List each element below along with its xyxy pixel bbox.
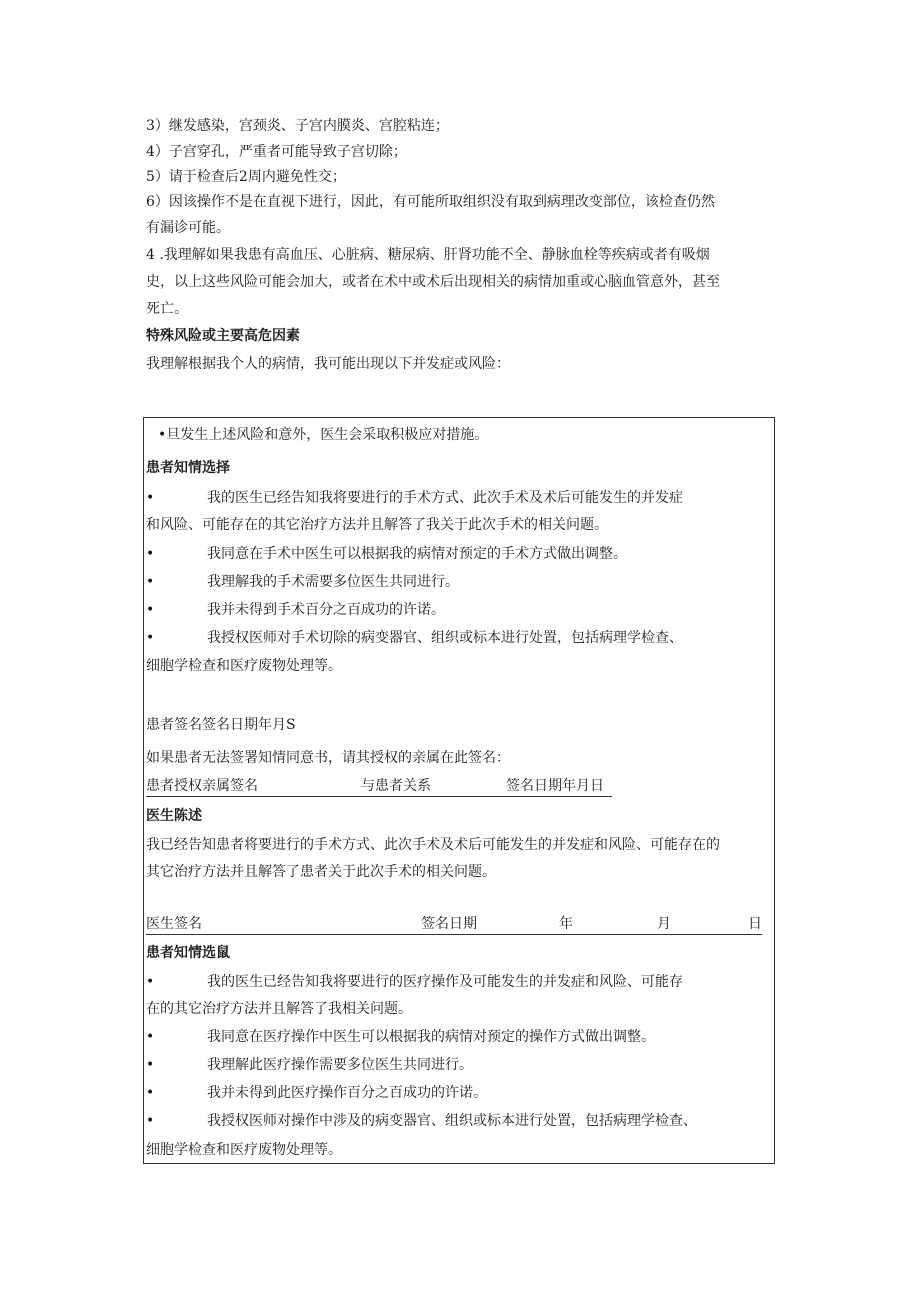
patient-choice-heading: 患者知情选择 xyxy=(146,460,230,476)
risk-item-3: 3）继发感染，宫颈炎、子宫内膜炎、宫腔粘连； xyxy=(146,118,449,134)
bullet-icon: • xyxy=(146,546,155,562)
risk-item-6-line2: 有漏诊可能。 xyxy=(146,220,230,236)
special-risk-text: 我理解根据我个人的病情，我可能出现以下并发症或风险： xyxy=(146,356,510,372)
proxy-signature-label: 患者授权亲属签名 xyxy=(146,778,258,794)
doctor-date-label: 签名日期 xyxy=(421,916,477,932)
paragraph-4-line1: 4 .我理解如果我患有高血压、心脏病、糖尿病、肝肾功能不全、静脉血栓等疾病或者有吸烟 xyxy=(146,247,710,263)
special-risk-heading: 特殊风险或主要高危因素 xyxy=(146,328,300,344)
paragraph-4-line3: 死亡。 xyxy=(146,301,188,317)
choice1-item5-line1: 我授权医师对手术切除的病变器官、组织或标本进行处置，包括病理学检查、 xyxy=(207,630,683,646)
choice2-item1-line2: 在的其它治疗方法并且解答了我相关问题。 xyxy=(146,1001,412,1017)
choice1-item4: 我并未得到手术百分之百成功的许诺。 xyxy=(207,602,445,618)
doctor-date-year: 年 xyxy=(559,916,573,932)
bullet-icon: • xyxy=(146,574,155,590)
choice2-item4: 我并未得到此医疗操作百分之百成功的许诺。 xyxy=(207,1085,487,1101)
choice2-item1-line1: 我的医生已经告知我将要进行的医疗操作及可能发生的并发症和风险、可能存 xyxy=(207,974,683,990)
bullet-icon: • xyxy=(146,1057,155,1073)
risk-item-4: 4）子宫穿孔，严重者可能导致子宫切除； xyxy=(146,144,407,160)
patient-signature-line: 患者签名签名日期年月S xyxy=(146,717,296,733)
patient-choice-2-heading: 患者知情选鼠 xyxy=(146,945,230,961)
risk-item-5: 5）请于检查后2周内避免性交； xyxy=(146,169,346,185)
bullet-icon: • xyxy=(146,1085,155,1101)
choice2-item5-line2: 细胞学检查和医疗废物处理等。 xyxy=(146,1142,342,1158)
doctor-date-day: 日 xyxy=(748,916,762,932)
choice1-item1-line2: 和风险、可能存在的其它治疗方法并且解答了我关于此次手术的相关问题。 xyxy=(146,517,608,533)
choice1-item5-line2: 细胞学检查和医疗废物处理等。 xyxy=(146,658,342,674)
paragraph-4-line2: 史，以上这些风险可能会加大，或者在术中或术后出现相关的病情加重或心脑血管意外，甚至 xyxy=(146,274,720,290)
bullet-icon: • xyxy=(146,630,155,646)
bullet-icon: • xyxy=(146,1113,155,1129)
emergency-measures-line: •旦发生上述风险和意外，医生会采取积极应对措施。 xyxy=(158,427,489,443)
bullet-icon: • xyxy=(146,490,155,506)
doctor-signature-label: 医生签名 xyxy=(146,916,202,932)
proxy-relation-label: 与患者关系 xyxy=(361,778,431,794)
choice1-item1-line1: 我的医生已经告知我将要进行的手术方式、此次手术及术后可能发生的并发症 xyxy=(207,490,683,506)
doctor-date-month: 月 xyxy=(657,916,671,932)
choice1-item3: 我理解我的手术需要多位医生共同进行。 xyxy=(207,574,459,590)
bullet-icon: • xyxy=(146,602,155,618)
doctor-statement-line2: 其它治疗方法并且解答了患者关于此次手术的相关问题。 xyxy=(146,864,496,880)
bullet-icon: • xyxy=(146,974,155,990)
doctor-statement-line1: 我已经告知患者将要进行的手术方式、此次手术及术后可能发生的并发症和风险、可能存在的 xyxy=(146,837,720,853)
risk-item-6-line1: 6）因该操作不是在直视下进行，因此，有可能所取组织没有取到病理改变部位，该检查仍然 xyxy=(146,194,715,210)
choice2-item2: 我同意在医疗操作中医生可以根据我的病情对预定的操作方式做出调整。 xyxy=(207,1029,655,1045)
choice2-item3: 我理解此医疗操作需要多位医生共同进行。 xyxy=(207,1057,473,1073)
choice1-item2: 我同意在手术中医生可以根据我的病情对预定的手术方式做出调整。 xyxy=(207,546,627,562)
proxy-note: 如果患者无法签署知情同意书，请其授权的亲属在此签名： xyxy=(146,750,510,766)
bullet-icon: • xyxy=(146,1029,155,1045)
proxy-date-label: 签名日期年月日 xyxy=(506,778,604,794)
doctor-statement-heading: 医生陈述 xyxy=(146,808,202,824)
choice2-item5-line1: 我授权医师对操作中涉及的病变器官、组织或标本进行处置，包括病理学检查、 xyxy=(207,1113,697,1129)
